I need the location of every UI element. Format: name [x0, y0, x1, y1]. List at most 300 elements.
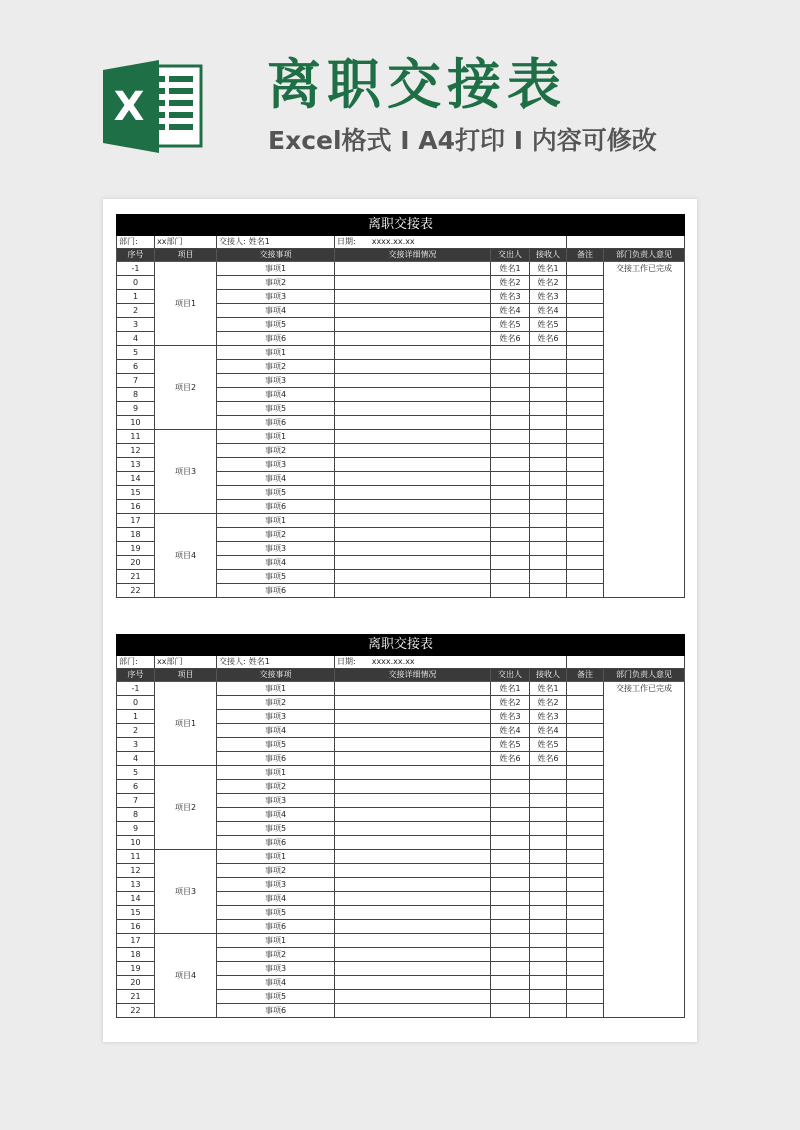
- detail-cell: [335, 864, 491, 878]
- handed-by: 姓名3: [491, 710, 530, 724]
- receiver-value: 姓名1: [248, 237, 270, 246]
- handed-by: [491, 822, 530, 836]
- handed-by: 姓名5: [491, 318, 530, 332]
- handed-by: [491, 584, 530, 598]
- remark-cell: [567, 276, 604, 290]
- remark-cell: [567, 290, 604, 304]
- handed-by: [491, 528, 530, 542]
- row-number: 13: [117, 878, 155, 892]
- project-name: 项目3: [155, 850, 217, 934]
- row-number: 4: [117, 752, 155, 766]
- handover-item: 事项6: [217, 416, 335, 430]
- handover-item: 事项5: [217, 738, 335, 752]
- received-by: [530, 500, 567, 514]
- row-number: 10: [117, 416, 155, 430]
- received-by: [530, 472, 567, 486]
- handover-item: 事项6: [217, 1004, 335, 1018]
- handover-item: 事项4: [217, 472, 335, 486]
- handed-by: [491, 864, 530, 878]
- remark-cell: [567, 794, 604, 808]
- blank-cell: [567, 656, 685, 669]
- received-by: [530, 556, 567, 570]
- detail-cell: [335, 934, 491, 948]
- received-by: [530, 528, 567, 542]
- handover-form: [116, 214, 684, 598]
- column-header: 交接详细情况: [335, 249, 491, 262]
- column-header: 接收人: [530, 669, 567, 682]
- date-value: xxxx.xx.xx: [371, 237, 415, 246]
- excel-icon: [103, 60, 203, 153]
- handover-item: 事项4: [217, 892, 335, 906]
- date-field: [335, 656, 567, 669]
- column-header: 序号: [117, 249, 155, 262]
- row-number: 16: [117, 920, 155, 934]
- handover-item: 事项5: [217, 318, 335, 332]
- handed-by: 姓名1: [491, 682, 530, 696]
- received-by: [530, 514, 567, 528]
- remark-cell: [567, 962, 604, 976]
- row-number: 11: [117, 430, 155, 444]
- detail-cell: [335, 696, 491, 710]
- handed-by: [491, 990, 530, 1004]
- handover-item: 事项5: [217, 486, 335, 500]
- remark-cell: [567, 752, 604, 766]
- detail-cell: [335, 346, 491, 360]
- handover-item: 事项4: [217, 808, 335, 822]
- column-header: 接收人: [530, 249, 567, 262]
- table-row: [117, 682, 685, 696]
- handed-by: [491, 808, 530, 822]
- row-number: 3: [117, 318, 155, 332]
- row-number: 7: [117, 794, 155, 808]
- detail-cell: [335, 738, 491, 752]
- handover-item: 事项4: [217, 388, 335, 402]
- remark-cell: [567, 346, 604, 360]
- receiver-field: [217, 656, 335, 669]
- date-field: [335, 236, 567, 249]
- remark-cell: [567, 724, 604, 738]
- handover-item: 事项6: [217, 920, 335, 934]
- remark-cell: [567, 738, 604, 752]
- handover-item: 事项1: [217, 514, 335, 528]
- handover-item: 事项4: [217, 724, 335, 738]
- column-header: 交接事项: [217, 669, 335, 682]
- received-by: [530, 766, 567, 780]
- row-number: 19: [117, 542, 155, 556]
- detail-cell: [335, 472, 491, 486]
- row-number: 9: [117, 822, 155, 836]
- received-by: [530, 388, 567, 402]
- handed-by: [491, 570, 530, 584]
- received-by: [530, 542, 567, 556]
- detail-cell: [335, 388, 491, 402]
- handover-item: 事项3: [217, 710, 335, 724]
- remark-cell: [567, 892, 604, 906]
- remark-cell: [567, 514, 604, 528]
- handover-table: [116, 214, 685, 598]
- handed-by: [491, 360, 530, 374]
- received-by: [530, 1004, 567, 1018]
- handover-item: 事项3: [217, 374, 335, 388]
- row-number: 1: [117, 710, 155, 724]
- handover-item: 事项1: [217, 682, 335, 696]
- received-by: [530, 486, 567, 500]
- handed-by: [491, 444, 530, 458]
- handed-by: [491, 780, 530, 794]
- remark-cell: [567, 262, 604, 276]
- detail-cell: [335, 1004, 491, 1018]
- table-row: [117, 346, 685, 360]
- handed-by: [491, 500, 530, 514]
- handed-by: [491, 878, 530, 892]
- remark-cell: [567, 948, 604, 962]
- handover-item: 事项6: [217, 332, 335, 346]
- received-by: [530, 920, 567, 934]
- received-by: [530, 892, 567, 906]
- row-number: -1: [117, 682, 155, 696]
- detail-cell: [335, 402, 491, 416]
- received-by: [530, 822, 567, 836]
- remark-cell: [567, 584, 604, 598]
- received-by: [530, 976, 567, 990]
- column-header: 交出人: [491, 669, 530, 682]
- received-by: [530, 878, 567, 892]
- date-label: 日期:: [337, 237, 356, 246]
- handover-form: [116, 634, 684, 1018]
- handover-item: 事项3: [217, 290, 335, 304]
- handover-item: 事项5: [217, 822, 335, 836]
- receiver-field: [217, 236, 335, 249]
- remark-cell: [567, 444, 604, 458]
- date-value: xxxx.xx.xx: [371, 657, 415, 666]
- remark-cell: [567, 570, 604, 584]
- column-header: 备注: [567, 669, 604, 682]
- form-title: 离职交接表: [117, 635, 685, 656]
- received-by: [530, 948, 567, 962]
- detail-cell: [335, 990, 491, 1004]
- row-number: 9: [117, 402, 155, 416]
- form-title: 离职交接表: [117, 215, 685, 236]
- handed-by: [491, 892, 530, 906]
- received-by: [530, 906, 567, 920]
- table-row: [117, 766, 685, 780]
- handover-item: 事项2: [217, 276, 335, 290]
- received-by: [530, 962, 567, 976]
- received-by: [530, 360, 567, 374]
- handover-item: 事项4: [217, 304, 335, 318]
- receiver-label: 交接人:: [219, 657, 246, 666]
- row-number: 12: [117, 864, 155, 878]
- received-by: [530, 346, 567, 360]
- handed-by: [491, 514, 530, 528]
- handover-table: [116, 634, 685, 1018]
- handed-by: [491, 962, 530, 976]
- remark-cell: [567, 976, 604, 990]
- detail-cell: [335, 318, 491, 332]
- row-number: 16: [117, 500, 155, 514]
- remark-cell: [567, 360, 604, 374]
- row-number: 0: [117, 696, 155, 710]
- detail-cell: [335, 850, 491, 864]
- remark-cell: [567, 906, 604, 920]
- row-number: 20: [117, 556, 155, 570]
- received-by: [530, 416, 567, 430]
- handed-by: [491, 458, 530, 472]
- handed-by: 姓名6: [491, 752, 530, 766]
- detail-cell: [335, 878, 491, 892]
- remark-cell: [567, 486, 604, 500]
- table-row: [117, 850, 685, 864]
- row-number: 17: [117, 934, 155, 948]
- table-row: [117, 262, 685, 276]
- detail-cell: [335, 822, 491, 836]
- detail-cell: [335, 948, 491, 962]
- remark-cell: [567, 682, 604, 696]
- handover-item: 事项5: [217, 906, 335, 920]
- remark-cell: [567, 710, 604, 724]
- detail-cell: [335, 500, 491, 514]
- row-number: 15: [117, 906, 155, 920]
- remark-cell: [567, 850, 604, 864]
- handed-by: 姓名2: [491, 276, 530, 290]
- detail-cell: [335, 374, 491, 388]
- received-by: 姓名6: [530, 332, 567, 346]
- handover-item: 事项2: [217, 528, 335, 542]
- handed-by: [491, 556, 530, 570]
- handed-by: [491, 906, 530, 920]
- detail-cell: [335, 304, 491, 318]
- handed-by: [491, 836, 530, 850]
- handed-by: [491, 388, 530, 402]
- handover-item: 事项2: [217, 444, 335, 458]
- handover-item: 事项1: [217, 934, 335, 948]
- remark-cell: [567, 836, 604, 850]
- handed-by: [491, 374, 530, 388]
- handover-item: 事项6: [217, 752, 335, 766]
- row-number: -1: [117, 262, 155, 276]
- row-number: 21: [117, 570, 155, 584]
- table-row: [117, 514, 685, 528]
- column-header: 交接事项: [217, 249, 335, 262]
- detail-cell: [335, 906, 491, 920]
- received-by: [530, 836, 567, 850]
- column-header: 部门负责人意见: [604, 249, 685, 262]
- row-number: 5: [117, 346, 155, 360]
- receiver-label: 交接人:: [219, 237, 246, 246]
- dept-value: xx部门: [155, 656, 217, 669]
- remark-cell: [567, 458, 604, 472]
- remark-cell: [567, 374, 604, 388]
- handed-by: [491, 766, 530, 780]
- handed-by: [491, 542, 530, 556]
- detail-cell: [335, 332, 491, 346]
- row-number: 11: [117, 850, 155, 864]
- remark-cell: [567, 780, 604, 794]
- detail-cell: [335, 416, 491, 430]
- remark-cell: [567, 318, 604, 332]
- received-by: 姓名5: [530, 738, 567, 752]
- dept-label: 部门:: [117, 656, 155, 669]
- remark-cell: [567, 864, 604, 878]
- row-number: 20: [117, 976, 155, 990]
- handed-by: [491, 1004, 530, 1018]
- handed-by: [491, 976, 530, 990]
- received-by: 姓名3: [530, 290, 567, 304]
- detail-cell: [335, 570, 491, 584]
- remark-cell: [567, 822, 604, 836]
- detail-cell: [335, 262, 491, 276]
- received-by: [530, 934, 567, 948]
- handover-item: 事项1: [217, 346, 335, 360]
- remark-cell: [567, 808, 604, 822]
- received-by: 姓名3: [530, 710, 567, 724]
- received-by: 姓名2: [530, 696, 567, 710]
- remark-cell: [567, 1004, 604, 1018]
- row-number: 12: [117, 444, 155, 458]
- received-by: 姓名6: [530, 752, 567, 766]
- document-sheet: [103, 199, 697, 1042]
- column-header: 项目: [155, 669, 217, 682]
- manager-opinion: 交接工作已完成: [604, 682, 685, 1018]
- detail-cell: [335, 486, 491, 500]
- detail-cell: [335, 780, 491, 794]
- row-number: 17: [117, 514, 155, 528]
- project-name: 项目4: [155, 514, 217, 598]
- row-number: 13: [117, 458, 155, 472]
- remark-cell: [567, 388, 604, 402]
- remark-cell: [567, 416, 604, 430]
- row-number: 8: [117, 388, 155, 402]
- row-number: 22: [117, 1004, 155, 1018]
- column-header: 交出人: [491, 249, 530, 262]
- remark-cell: [567, 402, 604, 416]
- column-header: 备注: [567, 249, 604, 262]
- detail-cell: [335, 710, 491, 724]
- row-number: 6: [117, 360, 155, 374]
- handed-by: 姓名3: [491, 290, 530, 304]
- received-by: [530, 990, 567, 1004]
- row-number: 4: [117, 332, 155, 346]
- received-by: [530, 458, 567, 472]
- page-subtitle: Excel格式 I A4打印 I 内容可修改: [268, 126, 657, 155]
- detail-cell: [335, 542, 491, 556]
- detail-cell: [335, 584, 491, 598]
- detail-cell: [335, 836, 491, 850]
- remark-cell: [567, 696, 604, 710]
- handed-by: 姓名4: [491, 304, 530, 318]
- row-number: 8: [117, 808, 155, 822]
- remark-cell: [567, 332, 604, 346]
- handover-item: 事项5: [217, 990, 335, 1004]
- detail-cell: [335, 808, 491, 822]
- logo-letter: X: [113, 84, 145, 130]
- dept-value: xx部门: [155, 236, 217, 249]
- column-header: 部门负责人意见: [604, 669, 685, 682]
- handover-item: 事项6: [217, 500, 335, 514]
- remark-cell: [567, 934, 604, 948]
- detail-cell: [335, 962, 491, 976]
- remark-cell: [567, 472, 604, 486]
- handover-item: 事项1: [217, 262, 335, 276]
- detail-cell: [335, 360, 491, 374]
- detail-cell: [335, 430, 491, 444]
- detail-cell: [335, 724, 491, 738]
- remark-cell: [567, 542, 604, 556]
- handed-by: [491, 416, 530, 430]
- handed-by: [491, 486, 530, 500]
- remark-cell: [567, 430, 604, 444]
- column-header: 交接详细情况: [335, 669, 491, 682]
- column-header: 项目: [155, 249, 217, 262]
- project-name: 项目1: [155, 262, 217, 346]
- handover-item: 事项4: [217, 976, 335, 990]
- received-by: [530, 444, 567, 458]
- column-header: 序号: [117, 669, 155, 682]
- row-number: 0: [117, 276, 155, 290]
- row-number: 14: [117, 892, 155, 906]
- row-number: 22: [117, 584, 155, 598]
- row-number: 18: [117, 528, 155, 542]
- page-title: 离职交接表: [267, 53, 567, 116]
- received-by: 姓名5: [530, 318, 567, 332]
- handover-item: 事项3: [217, 542, 335, 556]
- handed-by: [491, 346, 530, 360]
- handover-item: 事项2: [217, 696, 335, 710]
- received-by: 姓名1: [530, 262, 567, 276]
- row-number: 2: [117, 724, 155, 738]
- remark-cell: [567, 528, 604, 542]
- detail-cell: [335, 514, 491, 528]
- remark-cell: [567, 556, 604, 570]
- handover-item: 事项1: [217, 850, 335, 864]
- row-number: 19: [117, 962, 155, 976]
- received-by: [530, 402, 567, 416]
- project-name: 项目2: [155, 766, 217, 850]
- row-number: 6: [117, 780, 155, 794]
- handover-item: 事项2: [217, 360, 335, 374]
- received-by: [530, 430, 567, 444]
- handed-by: [491, 934, 530, 948]
- row-number: 18: [117, 948, 155, 962]
- handed-by: [491, 948, 530, 962]
- project-name: 项目4: [155, 934, 217, 1018]
- dept-label: 部门:: [117, 236, 155, 249]
- handover-item: 事项1: [217, 430, 335, 444]
- handover-item: 事项3: [217, 458, 335, 472]
- received-by: [530, 864, 567, 878]
- remark-cell: [567, 500, 604, 514]
- detail-cell: [335, 444, 491, 458]
- row-number: 2: [117, 304, 155, 318]
- remark-cell: [567, 920, 604, 934]
- received-by: [530, 808, 567, 822]
- receiver-value: 姓名1: [248, 657, 270, 666]
- handover-item: 事项3: [217, 878, 335, 892]
- handed-by: [491, 472, 530, 486]
- project-name: 项目2: [155, 346, 217, 430]
- received-by: 姓名4: [530, 724, 567, 738]
- row-number: 10: [117, 836, 155, 850]
- handed-by: [491, 850, 530, 864]
- handover-item: 事项1: [217, 766, 335, 780]
- detail-cell: [335, 892, 491, 906]
- detail-cell: [335, 752, 491, 766]
- detail-cell: [335, 458, 491, 472]
- received-by: [530, 794, 567, 808]
- remark-cell: [567, 304, 604, 318]
- received-by: 姓名1: [530, 682, 567, 696]
- detail-cell: [335, 920, 491, 934]
